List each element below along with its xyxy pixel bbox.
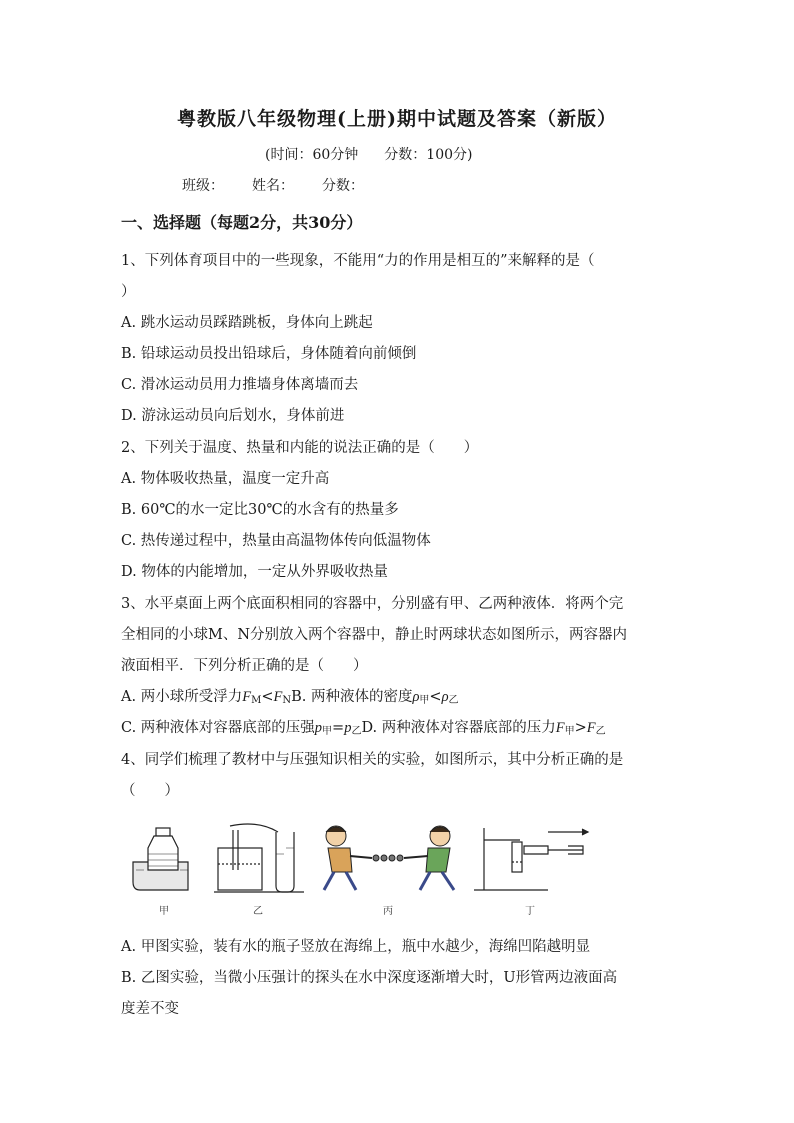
q3-option-d-text: D. 两种液体对容器底部的压力 <box>361 720 556 736</box>
q1-option-c: C. 滑冰运动员用力推墙身体离墙而去 <box>121 377 359 393</box>
q3-option-c-symbol: p <box>314 720 323 736</box>
q4-option-a: A. 甲图实验，装有水的瓶子竖放在海绵上，瓶中水越少，海绵凹陷越明显 <box>121 939 591 955</box>
q3-option-a-text: A. 两小球所受浮力 <box>121 689 243 705</box>
q3-option-b-text: B. 两种液体的密度 <box>291 689 413 705</box>
q3-option-a-sub: N <box>282 695 292 706</box>
q3-options-cd <box>121 716 681 737</box>
name-label: 姓名： <box>252 178 294 194</box>
q3-option-c-op: = <box>332 720 345 736</box>
q4-figure-drawing <box>128 820 608 920</box>
q1-option-a: A. 跳水运动员踩踏跳板，身体向上跳起 <box>121 315 373 331</box>
q2-option-b: B. 60℃的水一定比30℃的水含有的热量多 <box>121 502 399 518</box>
bottle-on-sponge-illustration <box>133 828 188 890</box>
figure-label: 甲 <box>159 906 169 917</box>
q3-option-a-op: < <box>261 689 274 705</box>
q3-options-ab <box>121 685 681 706</box>
q1-stem-line2: ） <box>121 284 136 300</box>
q4-figure <box>128 820 608 920</box>
q3-option-a <box>121 689 291 705</box>
figure-label: 乙 <box>253 906 263 917</box>
q1-option-d: D. 游泳运动员向后划水，身体前进 <box>121 408 345 424</box>
q3-option-d-op: > <box>574 720 587 736</box>
q3-stem-line3: 液面相平．下列分析正确的是（ ） <box>121 658 368 674</box>
q1-option-b: B. 铅球运动员投出铅球后，身体随着向前倾倒 <box>121 346 417 362</box>
score-label: 分数： <box>322 178 364 194</box>
q3-option-a-symbol: F <box>242 689 252 705</box>
q3-option-b-symbol: ρ <box>441 689 449 705</box>
q2-option-d: D. 物体的内能增加，一定从外界吸收热量 <box>121 564 388 580</box>
q1-stem-line1: 1、下列体育项目中的一些现象，不能用“力的作用是相互的”来解释的是（ <box>121 253 595 269</box>
figure-label: 丙 <box>383 906 393 917</box>
q3-option-c-sub: 乙 <box>351 726 362 737</box>
score-info: 分数：100分) <box>384 147 473 163</box>
q3-option-b-sub: 乙 <box>448 695 459 706</box>
section-heading: 一、选择题（每题2分，共30分） <box>121 213 363 232</box>
q2-option-a: A. 物体吸收热量，温度一定升高 <box>121 471 330 487</box>
figure-label: 丁 <box>525 906 535 917</box>
q3-stem-line2: 全相同的小球M、N分别放入两个容器中，静止时两球状态如图所示，两容器内 <box>121 627 628 643</box>
q3-option-c-text: C. 两种液体对容器底部的压强 <box>121 720 315 736</box>
q2-option-c: C. 热传递过程中，热量由高温物体传向低温物体 <box>121 533 431 549</box>
tug-of-war-illustration <box>324 826 454 890</box>
q4-option-b-line2: 度差不变 <box>121 1001 179 1017</box>
page-title: 粤教版八年级物理(上册)期中试题及答案（新版） <box>177 108 617 130</box>
q3-option-d-symbol: F <box>555 720 565 736</box>
exam-meta <box>265 144 498 164</box>
q3-option-d-sub: 甲 <box>564 726 575 737</box>
q3-option-b <box>291 689 458 705</box>
q3-option-c-sub: 甲 <box>322 726 333 737</box>
q3-option-a-sub: M <box>251 695 262 706</box>
q3-option-d-sub: 乙 <box>595 726 606 737</box>
syringe-stand-illustration <box>474 828 588 890</box>
q3-option-b-op: < <box>429 689 442 705</box>
q2-stem: 2、下列关于温度、热量和内能的说法正确的是（ ） <box>121 440 479 456</box>
u-tube-manometer-illustration <box>214 824 304 892</box>
student-info <box>182 175 392 195</box>
q4-stem-line1: 4、同学们梳理了教材中与压强知识相关的实验，如图所示，其中分析正确的是 <box>121 752 624 768</box>
q4-option-b-line1: B. 乙图实验，当微小压强计的探头在水中深度逐渐增大时，U形管两边液面高 <box>121 970 618 986</box>
q3-option-c <box>121 720 361 736</box>
q3-option-a-symbol: F <box>273 689 283 705</box>
q3-stem-line1: 3、水平桌面上两个底面积相同的容器中，分别盛有甲、乙两种液体．将两个完 <box>121 596 624 612</box>
q4-stem-line2: （ ） <box>121 783 179 799</box>
time-info: (时间：60分钟 <box>265 147 359 163</box>
q3-option-b-sub: 甲 <box>419 695 430 706</box>
q3-option-d <box>361 720 605 736</box>
q3-option-b-symbol: ρ <box>412 689 420 705</box>
q3-option-d-symbol: F <box>586 720 596 736</box>
class-label: 班级： <box>182 178 224 194</box>
q3-option-c-symbol: p <box>344 720 352 736</box>
